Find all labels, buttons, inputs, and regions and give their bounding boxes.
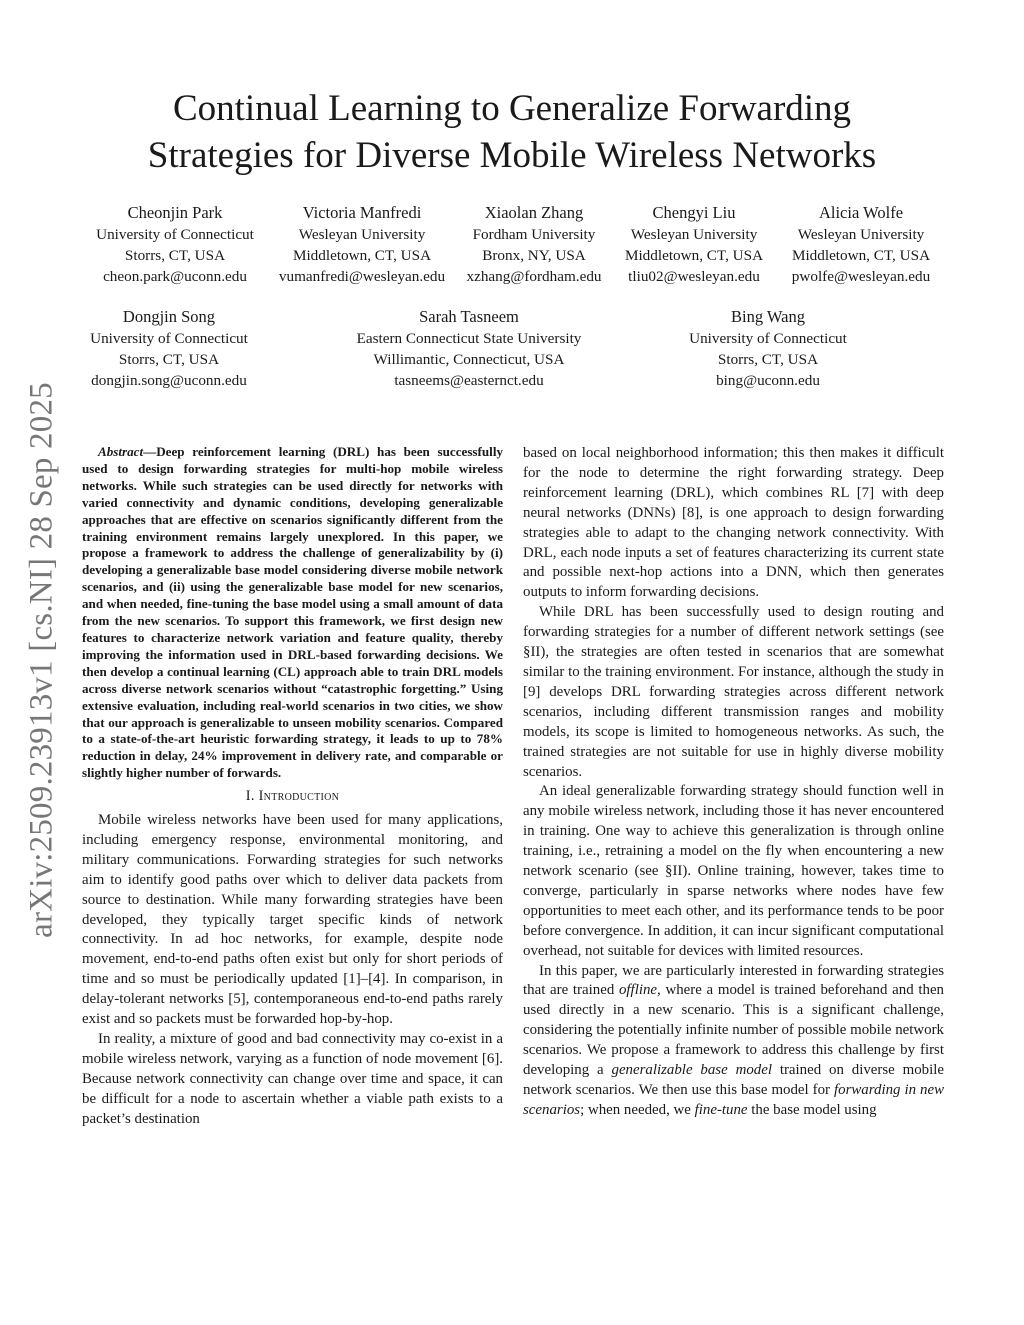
text-run: In this paper, we are particularly interested in forwarding strategies that are trained — [523, 962, 944, 999]
author-block — [279, 202, 445, 287]
author-location: Willimantic, Connecticut, USA — [373, 351, 565, 368]
emphasis-text: fine-tune — [694, 1101, 748, 1118]
paragraph: In reality, a mixture of good and bad connectivity may co-exist in a mobile wireless network, varying as a function of node movement [6]. Because network connectivity can change over time and space, it can be difficult for a node to ascertain whether a viable path exists to a packet’s destination — [82, 1031, 503, 1127]
author-location: Storrs, CT, USA — [717, 351, 819, 368]
author-name: Dongjin Song — [122, 307, 216, 326]
section-heading-introduction — [82, 787, 503, 807]
author-block — [90, 306, 248, 391]
paragraph — [523, 962, 944, 1121]
author-affiliation: Wesleyan University — [298, 226, 426, 243]
author-block — [792, 202, 930, 287]
author-email: bing@uconn.edu — [716, 372, 820, 389]
author-name: Victoria Manfredi — [302, 203, 422, 222]
author-affiliation: Fordham University — [472, 226, 596, 243]
author-name: Chengyi Liu — [652, 203, 736, 222]
paragraph: based on local neighborhood information; this then makes it difficult for the node to determine the right forwarding strategy. Deep reinforcement learning (DRL), which combines RL [7] with deep neural networks (DNNs) [8], is one approach to design forwarding strategies able to adapt to the changing network connectivity. With DRL, each node inputs a set of features characterizing its current state and possible next-hop actions into a DNN, which then generates outputs to inform forwarding decisions. — [523, 445, 944, 601]
author-location: Middletown, CT, USA — [292, 247, 432, 264]
left-column — [82, 444, 503, 1130]
author-location: Middletown, CT, USA — [624, 247, 764, 264]
arxiv-identifier-stamp: arXiv:2509.23913v1 [cs.NI] 28 Sep 2025 — [23, 382, 60, 938]
author-location: Bronx, NY, USA — [482, 247, 586, 264]
author-email: tliu02@wesleyan.edu — [628, 268, 760, 285]
author-affiliation: University of Connecticut — [90, 330, 248, 347]
paragraph: While DRL has been successfully used to design routing and forwarding strategies for a number of different network settings (see §II), the strategies are often tested in scenarios that are somewhat similar to the training environment. For instance, although the study in [9] develops DRL forwarding strategies across different network scenarios, including different transmission ranges and mobility models, its scope is limited to homogeneous networks. As such, the trained strategies are not suitable for use in highly diverse mobility scenarios. — [523, 604, 945, 780]
paragraph: An ideal generalizable forwarding strategy should function well in any mobile wireless network, including those it has never encountered in training. One way to achieve this generalization is through online training, i.e., retraining a model on the fly when encountering a new network scenario (see §II). Online training, however, takes time to converge, particularly in sparse networks where nodes have few opportunities to meet each other, and its performance tends to be poor before convergence. In addition, it can incur significant computational overhead, not suitable for devices with limited resources. — [523, 783, 944, 959]
author-email: vumanfredi@wesleyan.edu — [278, 268, 446, 285]
author-email: tasneems@easternct.edu — [394, 372, 544, 389]
author-block — [466, 202, 601, 287]
author-location: Storrs, CT, USA — [124, 247, 226, 264]
abstract — [82, 444, 503, 782]
abstract-label: Abstract — [98, 444, 144, 459]
text-run: , where a model is trained beforehand and then used directly in a new scenario. This is a significant challenge, considering the potentially infinite number of possible mobile network scenarios. We propose a framework to address this challenge by first developing a — [523, 982, 944, 1079]
author-block — [96, 202, 254, 287]
author-affiliation: Wesleyan University — [630, 226, 758, 243]
right-column — [523, 444, 944, 1121]
author-affiliation: Eastern Connecticut State University — [356, 330, 582, 347]
paragraph: Mobile wireless networks have been used for many applications, including emergency response, environmental monitoring, and military communications. Forwarding strategies for such networks aim to identify good paths over which to deliver data packets from source to destination. While many forwarding strategies have been developed, they typically target specific kinds of network connectivity. In ad hoc networks, for example, despite node movement, end-to-end paths often exist but only for short periods of time and so must be periodically updated [1]–[4]. In comparison, in delay-tolerant networks [5], contemporaneous end-to-end paths rarely exist and so packets must be forwarded hop-by-hop. — [82, 812, 503, 1028]
text-run: the base model using — [747, 1101, 877, 1118]
author-email: xzhang@fordham.edu — [466, 268, 602, 285]
author-email: cheon.park@uconn.edu — [103, 268, 247, 285]
text-run: trained on diverse mobile network scenarios. We then use this base model for — [523, 1062, 944, 1098]
author-name: Bing Wang — [731, 307, 805, 326]
text-run: ; when needed, we — [580, 1101, 695, 1118]
author-block — [689, 306, 847, 391]
author-location: Middletown, CT, USA — [791, 247, 931, 264]
paper-title — [80, 85, 944, 179]
author-affiliation: University of Connecticut — [689, 330, 847, 347]
emphasis-text: generalizable base model — [611, 1062, 772, 1079]
title-line-2: Strategies for Diverse Mobile Wireless Networks — [147, 135, 877, 176]
emphasis-text: offline — [618, 982, 658, 999]
author-affiliation: University of Connecticut — [96, 226, 254, 243]
title-line-1: Continual Learning to Generalize Forwarding — [172, 88, 852, 129]
author-block — [625, 202, 763, 287]
author-block — [357, 306, 582, 391]
author-name: Sarah Tasneem — [419, 307, 519, 326]
author-email: dongjin.song@uconn.edu — [91, 372, 247, 389]
author-name: Xiaolan Zhang — [484, 203, 584, 222]
section-title: Introduction — [258, 788, 340, 805]
emphasis-text: forwarding in new scenarios — [523, 1082, 945, 1118]
author-location: Storrs, CT, USA — [118, 351, 220, 368]
author-affiliation: Wesleyan University — [797, 226, 925, 243]
section-number: I. — [245, 788, 259, 805]
abstract-text: —Deep reinforcement learning (DRL) has been successfully used to design forwarding strategies for multi-hop mobile wireless networks. While such strategies can be used directly for networks with varied connectivity and dynamic conditions, developing generalizable approaches that are effective on scenarios significantly different from the training environment remains largely unexplored. In this paper, we propose a framework to address the challenge of generalizability by (i) developing a generalizable base model considering diverse mobile network scenarios, and (ii) using the generalizable base model for new scenarios, and when needed, fine-tuning the base model using a small amount of data from the new scenarios. To support this framework, we first design new features to characterize network variation and feature quality, thereby improving the information used in DRL-based forwarding decisions. We then develop a continual learning (CL) approach able to train DRL models across diverse network scenarios without “catastrophic forgetting.” Using extensive evaluation, including real-world scenarios in two cities, we show that our approach is generalizable to unseen mobility scenarios. Compared to a state-of-the-art heuristic forwarding strategy, it leads to up to 78% reduction in delay, 24% improvement in delivery rate, and comparable or slightly higher number of forwards. — [82, 444, 503, 781]
author-name: Cheonjin Park — [127, 203, 223, 222]
author-name: Alicia Wolfe — [818, 203, 904, 222]
author-email: pwolfe@wesleyan.edu — [791, 268, 931, 285]
